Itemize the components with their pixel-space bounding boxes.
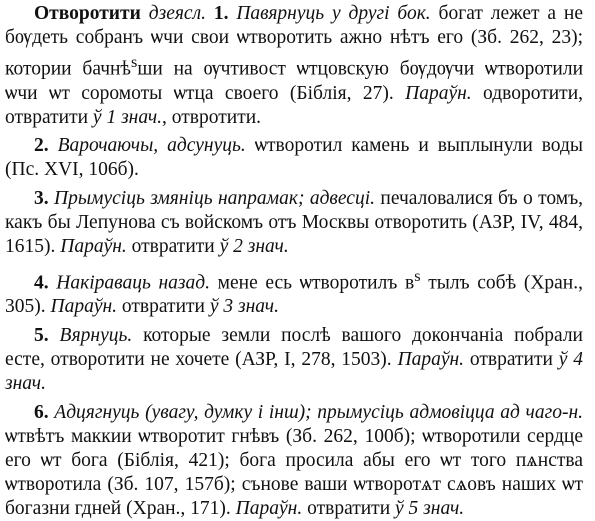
- sense-2: [5, 134, 583, 182]
- sense-definition: Прымусіць змяніць напрамак; адвесці.: [54, 187, 375, 209]
- superscript-mark: s: [414, 266, 421, 285]
- sense-quote: ѡтворотил камень и выплынули воды (Пс. XVI, 106б).: [5, 134, 584, 180]
- sense-definition: Адцягнуць (увагу, думку і інш); прымусіць адмовіцца ад чаго-н.: [54, 402, 584, 423]
- sense-6: [5, 401, 583, 521]
- cross-reference-sense: ў 2 знач.: [219, 235, 289, 257]
- sense-quote: печаловалися бъ о томъ, какъ бы Лепунова съ войскомъ отъ Москвы отворотить (АЗР, IV, 484, 1615).: [5, 187, 584, 257]
- sense-number: 3.: [34, 187, 49, 209]
- headword: Отворотити: [34, 3, 141, 24]
- cross-reference-label: Параўн.: [397, 349, 465, 370]
- sense-4: [5, 264, 583, 320]
- sense-quote-continued: ши на ѹчтивост ѡтцовскую бѹдѹчи ѡтворотили ѡчи ѡт соромоты ѡтца своего (Біблія, 27).: [5, 58, 583, 104]
- sense-definition: Варочаючы, адсунуць.: [57, 134, 246, 156]
- sense-quote: богат лежет а не бѹдеть собранъ ѡчи свои ѡтворотить ажно нѣтъ его (Зб. 262, 23); котории бачнѣ: [5, 3, 583, 80]
- cross-reference-label: Параўн.: [405, 82, 472, 104]
- cross-reference-sense: ў 5 знач.: [395, 498, 465, 519]
- cross-reference-text: отвратити: [307, 498, 391, 519]
- sense-1: [5, 2, 583, 130]
- cross-reference-text: отвратити: [469, 349, 553, 370]
- superscript-mark: s: [131, 53, 138, 71]
- sense-definition: Накіраваць назад.: [56, 272, 210, 293]
- cross-reference-sense: ў 3 знач.: [209, 296, 279, 317]
- sense-definition: Павярнуць у другі бок.: [236, 3, 431, 24]
- cross-reference-sense: ў 4 знач.: [5, 349, 584, 394]
- sense-quote: ѡтвѣтъ маккии ѡтворотит гнѣвъ (Зб. 262, 100б); ѡтворотили сердце его ѡт бога (Біблія, 421); бога просила абы его ѡт того пѧнства ѡтворотила (Зб. 107, 157б); сънове ваши ѡтворотѧт сѧовъ наших ѡт богазни гдней (Хран., 171).: [5, 426, 583, 519]
- cross-reference-label: Параўн.: [60, 235, 127, 257]
- cross-reference-label: Параўн.: [50, 296, 118, 317]
- sense-number: 1.: [213, 3, 229, 24]
- part-of-speech: дзеясл.: [148, 3, 206, 24]
- cross-reference-label: Параўн.: [235, 498, 303, 519]
- sense-3: [5, 187, 583, 259]
- cross-reference-text: отвратити: [121, 296, 205, 317]
- sense-number: 4.: [34, 272, 49, 293]
- cross-reference-sense: ў 1 знач.: [92, 106, 163, 128]
- cross-reference-tail: , отвротити.: [162, 106, 262, 128]
- sense-quote: мене есь ѡтворотилъ в: [217, 272, 415, 293]
- sense-quote-continued: тылъ собѣ (Хран., 305).: [5, 272, 583, 317]
- sense-5: [5, 324, 583, 396]
- cross-reference-text: отвратити: [131, 235, 215, 257]
- sense-quote: которые земли послѣ вашого докончаніа побрали есте, отворотити не хочете (АЗР, I, 278, 1503).: [5, 325, 583, 370]
- sense-definition: Вярнуць.: [59, 325, 133, 346]
- sense-number: 5.: [34, 325, 49, 346]
- sense-number: 6.: [34, 402, 49, 423]
- sense-number: 2.: [34, 134, 49, 156]
- cross-reference-text: одворотити, отвратити: [5, 82, 584, 128]
